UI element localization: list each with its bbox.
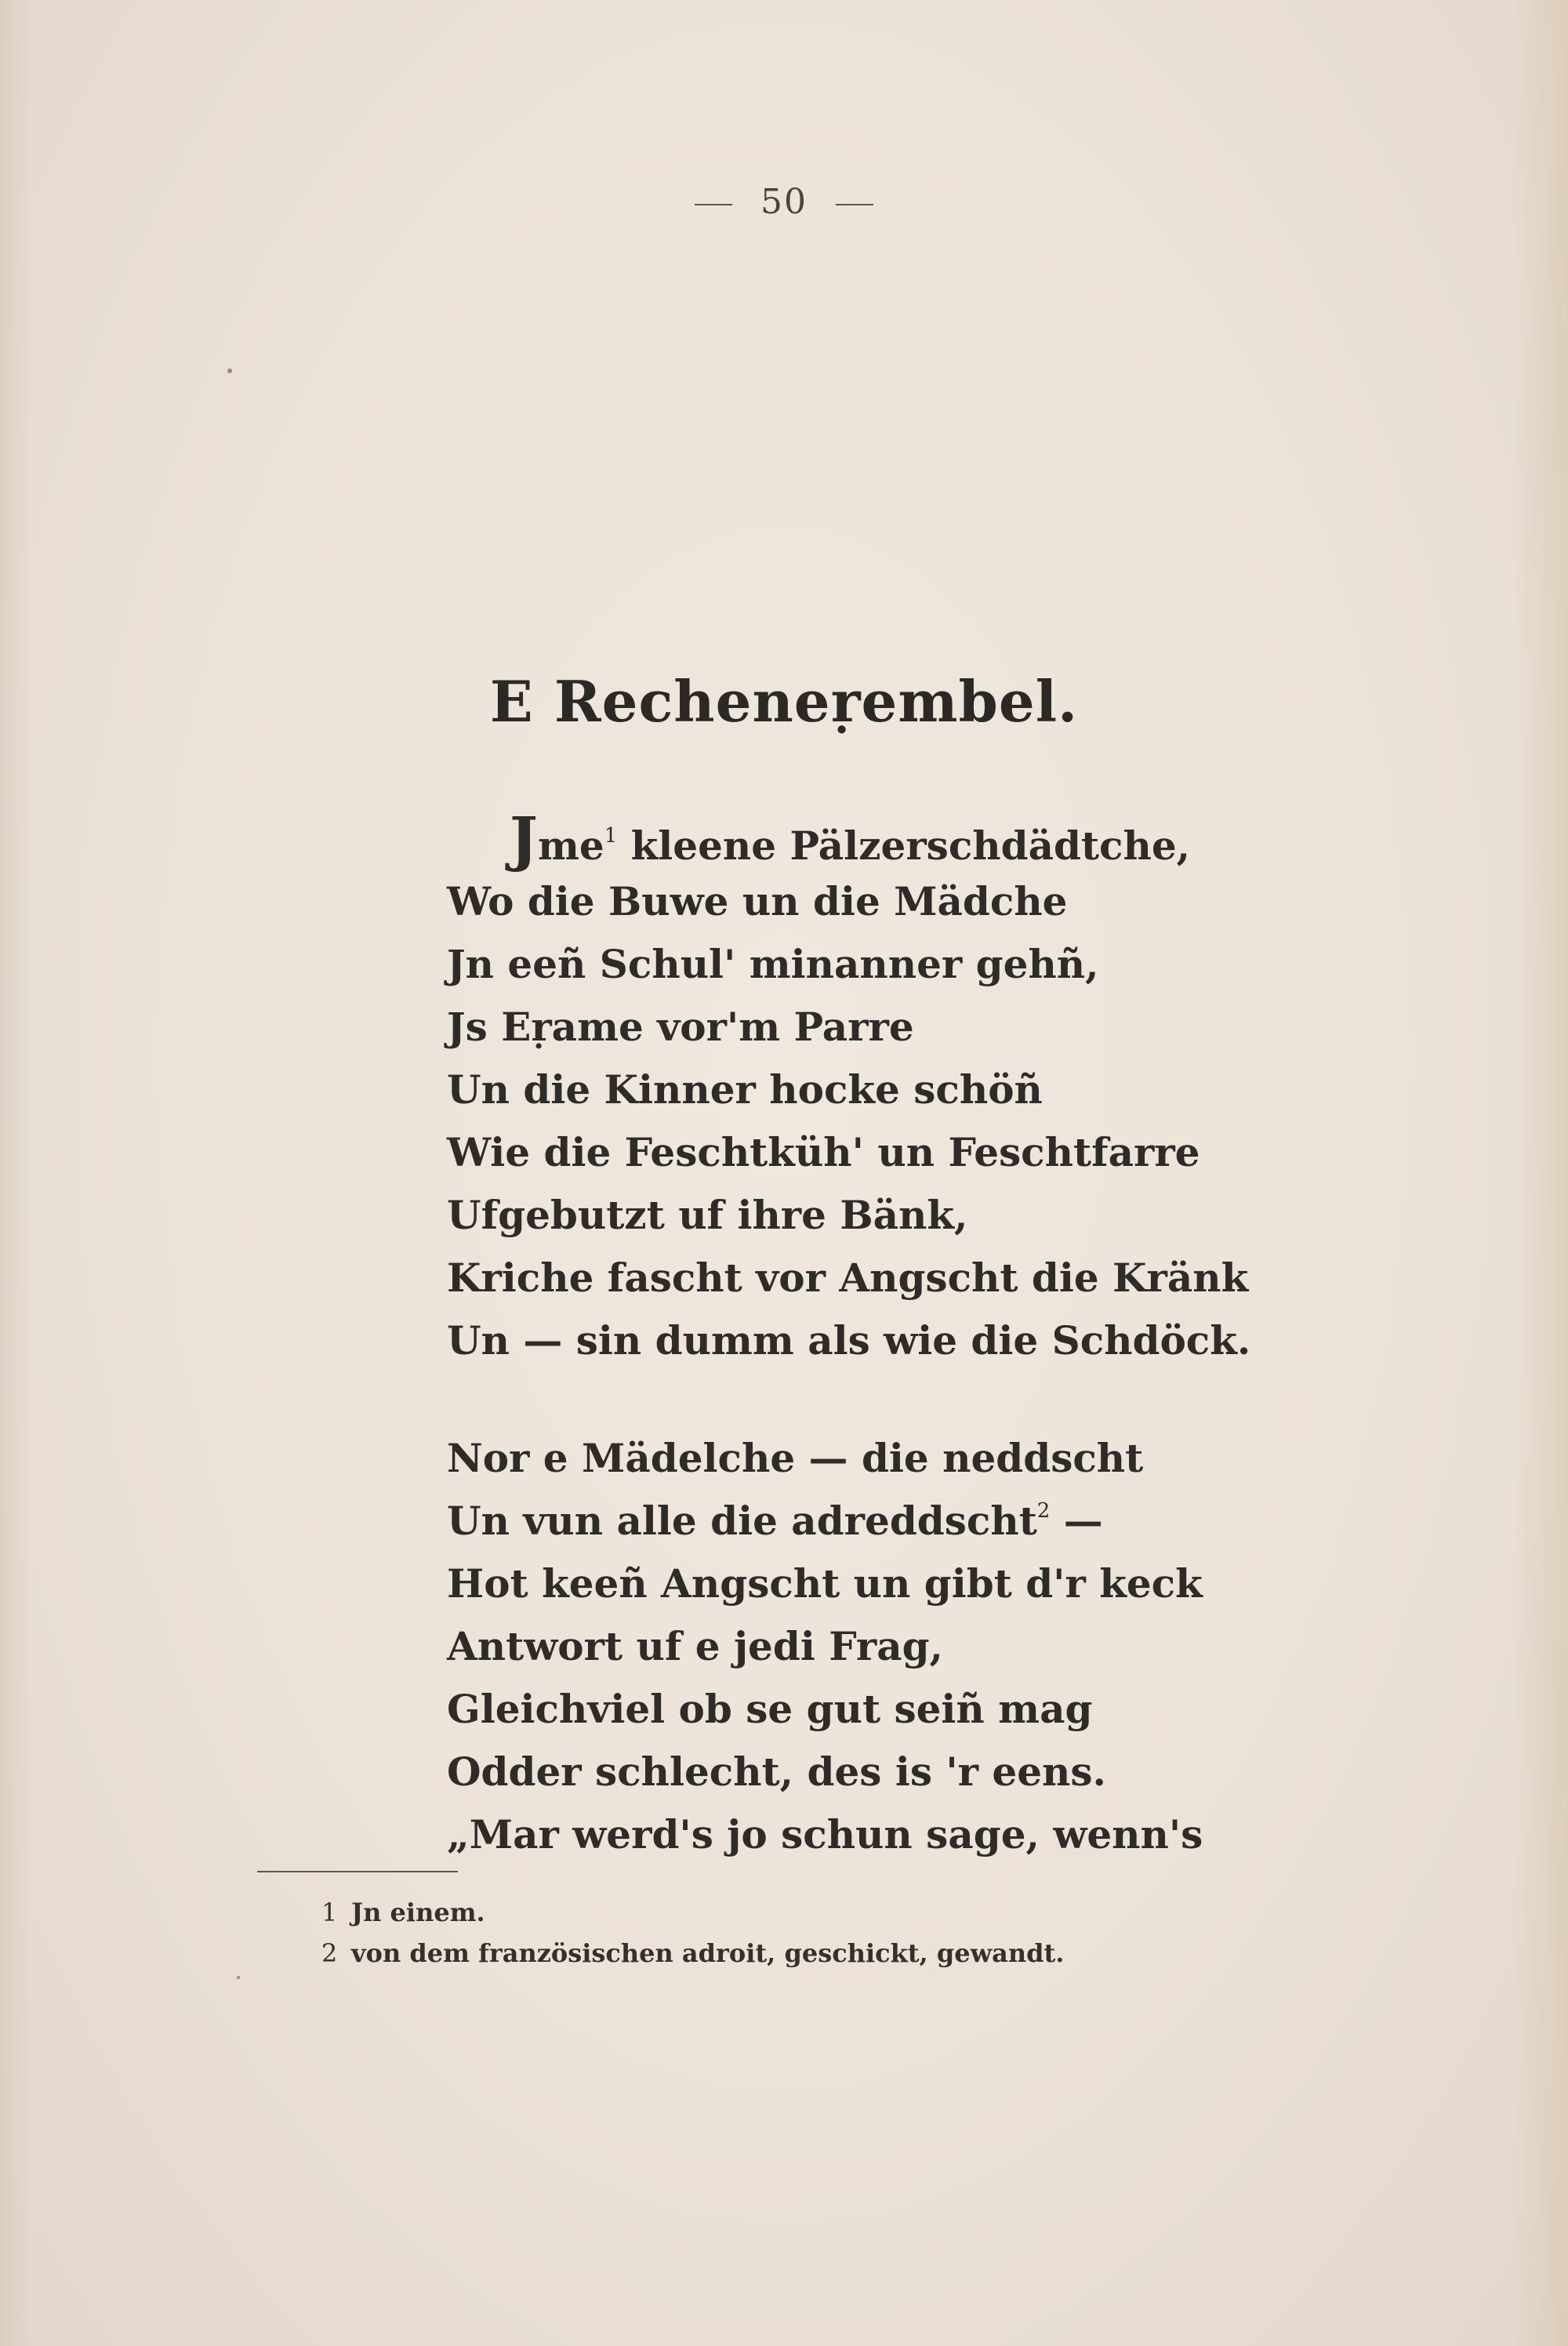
footnote-2 bbox=[321, 1933, 1262, 1974]
paper-speck bbox=[237, 1976, 240, 1979]
verse-line-1-start: me bbox=[537, 823, 604, 869]
page-number bbox=[0, 182, 1568, 222]
poem-title: E Recheneṛembel. bbox=[489, 668, 1079, 735]
footnote-marker-2: 2 bbox=[1036, 1499, 1051, 1523]
verse-line: Ufgebutzt uf ihre Bänk, bbox=[447, 1192, 968, 1238]
verse-line: Hot keeñ Angscht un gibt d'r keck bbox=[447, 1560, 1203, 1607]
verse-line-1-rest: kleene Pälzerschdädtche, bbox=[630, 823, 1191, 869]
footnote-number: 2 bbox=[321, 1938, 338, 1968]
stanza-1 bbox=[447, 804, 1309, 1372]
footnotes bbox=[321, 1892, 1262, 1974]
stanza-2 bbox=[447, 1427, 1309, 1866]
footnote-1 bbox=[321, 1892, 1262, 1933]
verse-line-with-footnote bbox=[447, 1490, 1309, 1552]
footnote-divider bbox=[257, 1871, 458, 1872]
verse-line: Gleichviel ob se gut seiñ mag bbox=[447, 1686, 1093, 1732]
verse-line: Un — sin dumm als wie die Schdöck. bbox=[447, 1317, 1251, 1364]
verse-line: Wie die Feschtküh' un Feschtfarre bbox=[447, 1129, 1200, 1175]
page-left-edge-shadow bbox=[0, 0, 31, 2346]
page-number-value: 50 bbox=[760, 182, 808, 222]
verse-line: Js Eṛame vor'm Parre bbox=[447, 1004, 914, 1050]
verse-line-2-dash: — bbox=[1063, 1498, 1103, 1544]
verse-line: Jn eeñ Schul' minanner gehñ, bbox=[447, 941, 1099, 987]
page-number-dash-right bbox=[836, 204, 873, 205]
verse-line: Un die Kinner hocke schöñ bbox=[447, 1066, 1043, 1113]
footnote-marker-1: 1 bbox=[604, 824, 618, 848]
verse-line: „Mar werd's jo schun sage, wenn's bbox=[447, 1811, 1203, 1858]
paper-speck bbox=[227, 369, 232, 373]
verse-line: Antwort uf e jedi Frag, bbox=[447, 1623, 943, 1669]
page-number-dash-left bbox=[695, 204, 732, 205]
verse-line: Nor e Mädelche — die neddscht bbox=[447, 1435, 1144, 1481]
page-right-edge-shadow bbox=[1513, 0, 1568, 2346]
verse-line: Wo die Buwe un die Mädche bbox=[447, 878, 1068, 924]
footnote-text: Jn einem. bbox=[351, 1898, 485, 1927]
footnote-text: von dem französischen adroit, geschickt, gewandt. bbox=[351, 1938, 1065, 1968]
drop-cap: J bbox=[510, 804, 538, 873]
verse-line-1 bbox=[447, 804, 1309, 873]
verse-line: Odder schlecht, des is 'r eens. bbox=[447, 1749, 1106, 1795]
verse-line-2-text: Un vun alle die adreddscht bbox=[447, 1498, 1037, 1544]
footnote-number: 1 bbox=[321, 1898, 338, 1927]
verse-line: Kriche fascht vor Angscht die Kränk bbox=[447, 1255, 1249, 1301]
